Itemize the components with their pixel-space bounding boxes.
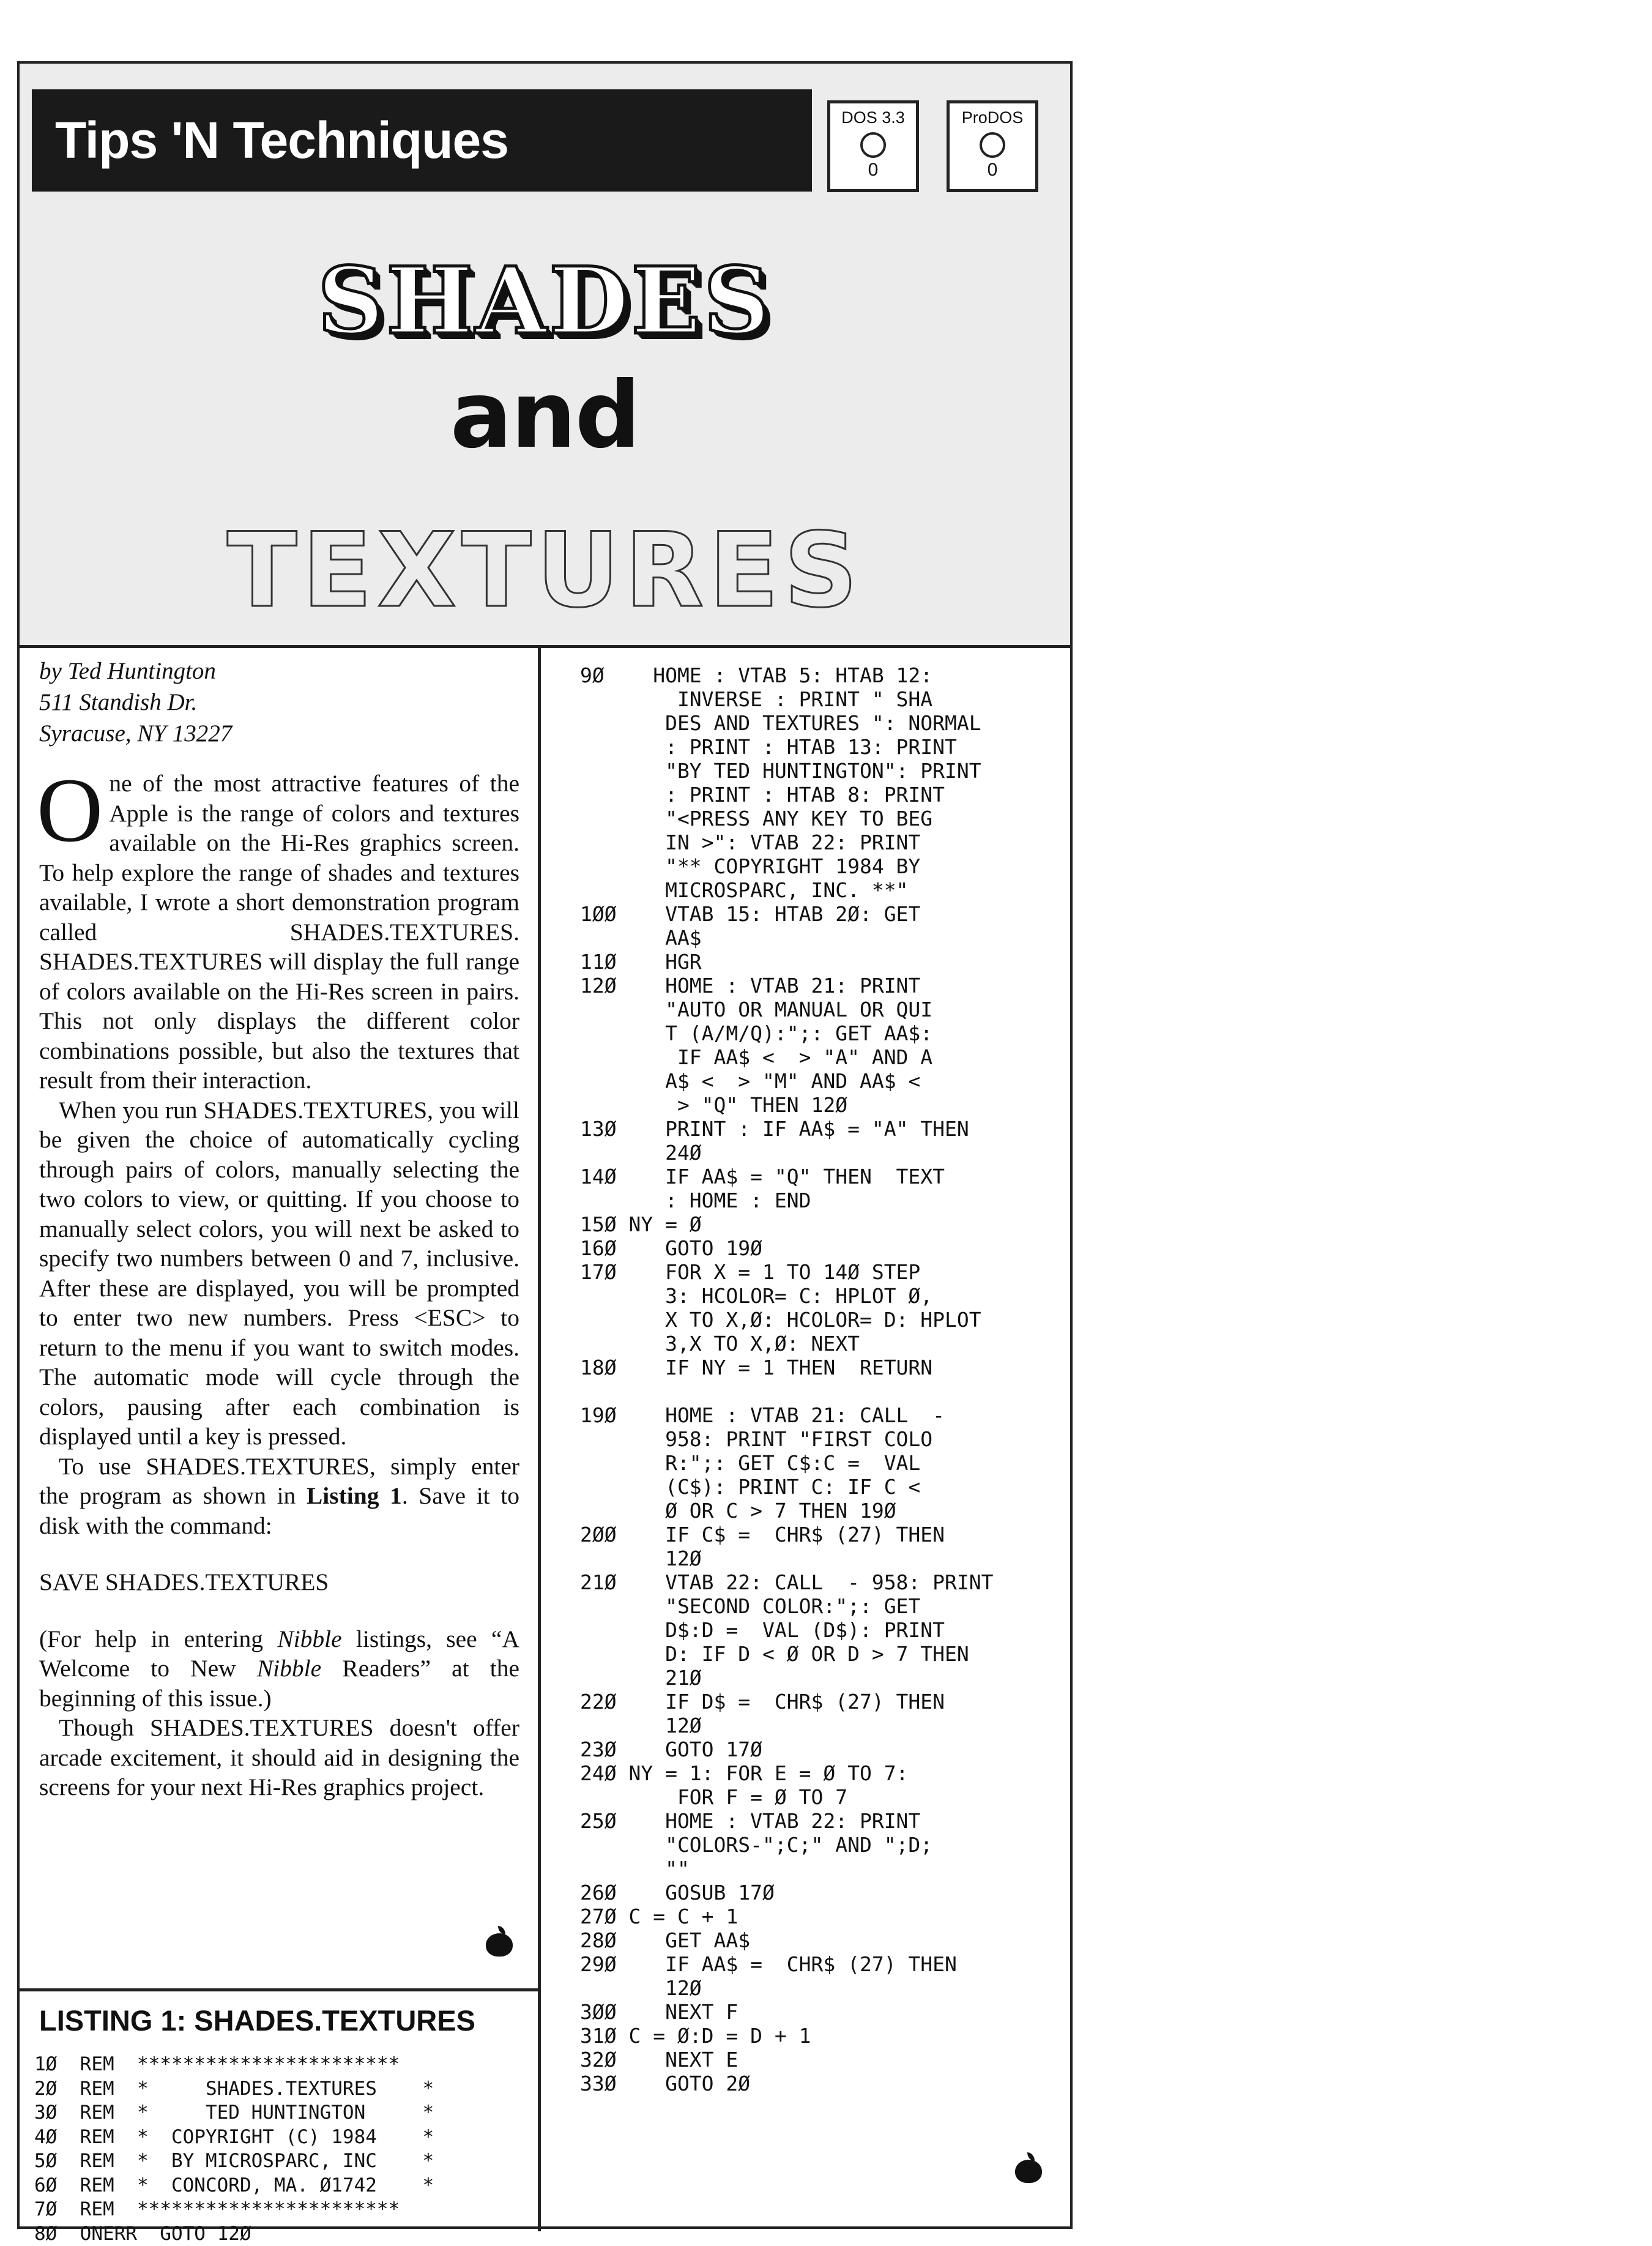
disk-circle-icon: [860, 132, 886, 158]
listing-code-part1: 1Ø REM *********************** 2Ø REM * SHADES.TEXTURES * 3Ø REM * TED HUNTINGTON * 4Ø REM * COPYRIGHT (C) 1984 * 5Ø REM * BY MICROSPARC, INC * 6Ø REM * CONCORD, MA. Ø1742 * 7Ø REM *********************** 8Ø ONERR GOTO 12Ø: [34, 2053, 434, 2245]
paragraph-intro: [37, 759, 519, 1095]
listing-title: LISTING 1: SHADES.TEXTURES: [39, 2004, 475, 2037]
disk-circle-icon: [980, 132, 1005, 158]
save-command: SAVE SHADES.TEXTURES: [39, 1569, 329, 1595]
apple-end-mark-icon: [486, 1926, 513, 1957]
note-text-c: Readers” at the beginning of this issue.): [39, 1655, 519, 1712]
listing-reference: Listing 1: [306, 1482, 402, 1509]
drop-cap: O: [37, 759, 103, 861]
note-text-a: (For help in entering: [39, 1625, 278, 1652]
section-banner: Tips 'N Techniques: [32, 89, 812, 192]
listing-code-part2: 9Ø HOME : VTAB 5: HTAB 12: INVERSE : PRINT " SHA DES AND TEXTURES ": NORMAL : PRINT : HTAB 13: PRINT "BY TED HUNTINGTON": PRINT : PRINT : HTAB 8: PRINT "<PRESS ANY KEY TO BEG IN >": VTAB 22: PRINT "** COPYRIGHT 1984 BY MICROSPARC, INC. **" 1ØØ VTAB 15: HTAB 2Ø: GET AA$ 11Ø HGR 12Ø HOME : VTAB 21: PRINT "AUTO OR MANUAL OR QUI T (A/M/Q):";: GET AA$: IF AA$ < > "A" AND A A$ < > "M" AND AA$ < > "Q" THEN 12Ø 13Ø PRINT : IF AA$ = "A" THEN 24Ø 14Ø IF AA$ = "Q" THEN TEXT : HOME : END 15Ø NY = Ø 16Ø GOTO 19Ø 17Ø FOR X = 1 TO 14Ø STEP 3: HCOLOR= C: HPLOT Ø, X TO X,Ø: HCOLOR= D: HPLOT 3,X TO X,Ø: NEXT 18Ø IF NY = 1 THEN RETURN 19Ø HOME : VTAB 21: CALL - 958: PRINT "FIRST COLO R:";: GET C$:C = VAL (C$): PRINT C: IF C < Ø OR C > 7 THEN 19Ø 2ØØ IF C$ = CHR$ (27) THEN 12Ø 21Ø VTAB 22: CALL - 958: PRINT "SECOND COLOR:";: GET D$:D = VAL (D$): PRINT D: IF D < Ø OR D > 7 THEN 21Ø 22Ø IF D$ = CHR$ (27) THEN 12Ø 23Ø GOTO 17Ø 24Ø NY = 1: FOR E = Ø TO 7: FOR F = Ø TO 7 25Ø HOME : VTAB 22: PRINT "COLORS-";C;" AND ";D; "" 26Ø GOSUB 17Ø 27Ø C = C + 1 28Ø GET AA$ 29Ø IF AA$ = CHR$ (27) THEN 12Ø 3ØØ NEXT F 31Ø C = Ø:D = D + 1 32Ø NEXT E 33Ø GOTO 2Ø: [580, 663, 994, 2095]
dos33-label: DOS 3.3: [841, 108, 905, 127]
title-textures: TEXTURES: [226, 510, 863, 630]
prodos-value: 0: [987, 160, 998, 180]
title-and: and: [450, 362, 640, 469]
article-header: [20, 64, 1070, 648]
byline: [39, 655, 232, 749]
dos33-value: 0: [868, 160, 879, 180]
paragraph-closing: Though SHADES.TEXTURES doesn't offer arcade excitement, it should aid in designing the screens for your next Hi-Res graphics project.: [39, 1714, 519, 1800]
column-divider: [538, 645, 541, 2231]
instructions-text-b: . Save it to disk with the command:: [39, 1482, 519, 1539]
prodos-label: ProDOS: [961, 108, 1024, 127]
apple-end-mark-icon: [1015, 2152, 1042, 2183]
paragraph-usage: When you run SHADES.TEXTURES, you will be given the choice of automatically cycling through pairs of colors, manually selecting the two colors to view, or quitting. If you choose to manually select colors, you will next be asked to specify two numbers between 0 and 7, inclusive. After these are displayed, you will be prompted to enter two new numbers. Press <ESC> to return to the menu if you want to switch modes. The automatic mode will cycle through the colors, pausing after each combination is displayed until a key is pressed.: [39, 1096, 519, 1450]
listing-box: [20, 1988, 538, 2245]
dos33-compat-box: [827, 100, 919, 192]
page-frame: [17, 61, 1073, 2245]
prodos-compat-box: [947, 100, 1038, 192]
author-address: 511 Standish Dr.: [39, 689, 198, 715]
title-shades: SHADES: [317, 247, 773, 355]
note-magazine-name-2: Nibble: [256, 1655, 322, 1682]
author-name: by Ted Huntington: [39, 658, 216, 684]
paragraph-instructions: [39, 1452, 519, 1541]
paragraph-note: [39, 1624, 519, 1714]
instructions-text-a: To use SHADES.TEXTURES, simply enter the program as shown in: [39, 1452, 519, 1509]
note-magazine-name: Nibble: [277, 1625, 342, 1652]
author-city: Syracuse, NY 13227: [39, 720, 233, 747]
intro-text: ne of the most attractive features of the Apple is the range of colors and textures available on the Hi-Res graphics screen. To help explore the range of shades and textures available, I wrote a short demonstration program called SHADES.TEXTURES. SHADES.TEXTURES will display the full range of colors available on the Hi-Res screen in pairs. This not only displays the different color combinations possible, but also the textures that result from their interaction.: [39, 770, 519, 1094]
note-text-b: listings, see “A Welcome to New: [39, 1625, 519, 1682]
article-body: [37, 759, 519, 1802]
